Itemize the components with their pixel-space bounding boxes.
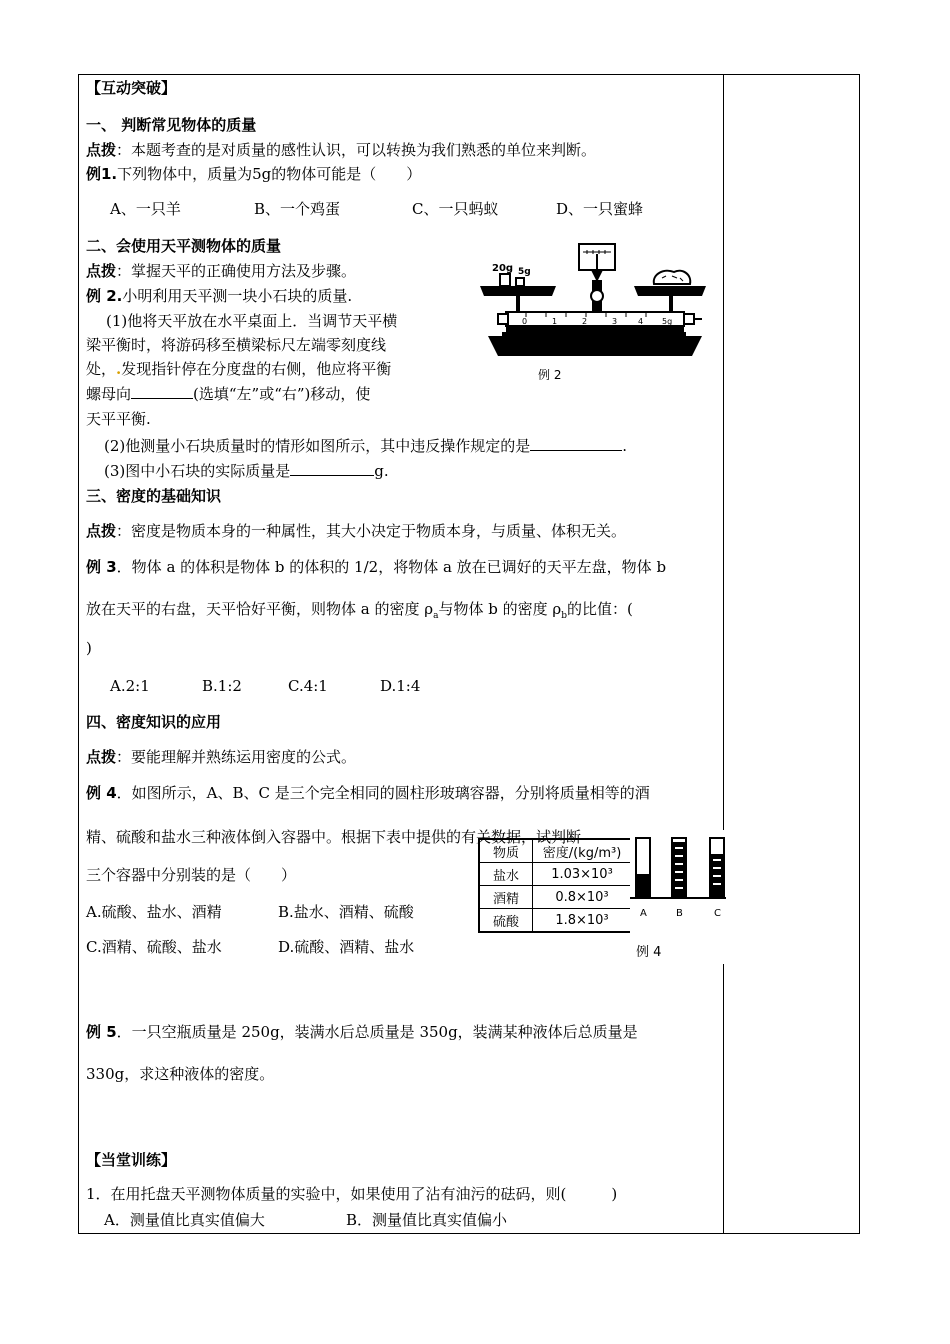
- container-label-b: B: [676, 908, 683, 919]
- table-cell: 酒精: [479, 886, 533, 909]
- table-row: [479, 863, 632, 886]
- ex4-line1: [86, 783, 650, 803]
- table-row: [479, 909, 632, 933]
- ruler-tick-4: 4: [638, 317, 644, 326]
- part3-title: 三、密度的基础知识: [86, 487, 222, 505]
- question-text: 小明利用天平测一块小石块的质量.: [122, 287, 353, 305]
- part3-tip: [86, 521, 626, 541]
- ex3-option-a: A.2:1: [110, 677, 150, 695]
- weight-label-5g: 5g: [518, 267, 531, 277]
- ex3-line2-end: 的比值：(: [566, 600, 633, 618]
- ex3-option-b: B.1:2: [202, 677, 242, 695]
- ex3-option-d: D.1:4: [380, 677, 421, 695]
- ex4-option-a: A.硫酸、盐水、酒精: [86, 903, 222, 921]
- column-header: 密度/(kg/m³): [533, 839, 633, 863]
- section-interactive-heading: 【互动突破】: [86, 79, 177, 97]
- ex4-option-b: B.盐水、酒精、硫酸: [278, 903, 414, 921]
- practice-option-a: A．测量值比真实值偏大: [104, 1211, 265, 1229]
- q1-line4-end: (选填“左”或“右”)移动，使: [193, 385, 371, 403]
- ex4-option-d: D.硫酸、酒精、盐水: [278, 938, 415, 956]
- figure-caption-ex4: 例 4: [636, 945, 662, 960]
- tip-label: 点拨: [86, 141, 117, 159]
- example-label: 例 2.: [86, 287, 123, 305]
- q1-line2: 梁平衡时，将游码移至横梁标尺左端零刻度线: [86, 336, 387, 354]
- weight-label-20g: 20g: [492, 263, 514, 274]
- ex3-line2-mid: 与物体 b 的密度 ρ: [438, 600, 562, 618]
- ex4-line2: 精、硫酸和盐水三种液体倒入容器中。根据下表中提供的有关数据，试判断: [86, 828, 582, 846]
- option-d: D、一只蜜蜂: [556, 200, 644, 218]
- q1-line3: [86, 359, 391, 379]
- ex3-line3: ): [86, 639, 92, 657]
- ex4-line1-text: ．如图所示，A、B、C 是三个完全相同的圆柱形玻璃容器，分别将质量相等的酒: [116, 784, 650, 802]
- q1-line3-start: 处，: [86, 360, 117, 378]
- example-label: 例 3: [86, 558, 117, 576]
- option-b: B、一个鸡蛋: [254, 200, 341, 218]
- containers-figure: [630, 830, 726, 964]
- ex4-option-c: C.酒精、硫酸、盐水: [86, 938, 222, 956]
- q3-text: (3)图中小石块的实际质量是: [104, 462, 291, 480]
- tip-text: ：要能理解并熟练运用密度的公式。: [116, 748, 357, 766]
- example-label: 例 5: [86, 1023, 117, 1041]
- q3-line: [104, 461, 389, 481]
- tip-label: 点拨: [86, 262, 117, 280]
- table-row: [479, 886, 632, 909]
- ex3-line2: [86, 599, 633, 626]
- container-label-a: A: [640, 908, 647, 919]
- tip-text: ：掌握天平的正确使用方法及步骤。: [116, 262, 357, 280]
- answer-blank: [530, 436, 622, 451]
- q3-end: g.: [374, 462, 389, 480]
- ex3-line1-text: ．物体 a 的体积是物体 b 的体积的 1/2，将物体 a 放在已调好的天平左盘，物体 b: [116, 558, 667, 576]
- part1-tip: [86, 140, 596, 160]
- option-a: A、一只羊: [110, 200, 181, 218]
- q1-line5: 天平平衡.: [86, 410, 151, 428]
- density-table: [478, 838, 633, 933]
- part1-question: [86, 164, 421, 184]
- q1-line1: (1)他将天平放在水平桌面上．当调节天平横: [106, 312, 398, 330]
- table-cell: 硫酸: [479, 909, 533, 933]
- rho-a-subscript: a: [433, 611, 439, 621]
- question-text: 下列物体中，质量为5g的物体可能是（ ）: [117, 165, 422, 183]
- q1-line4: [86, 384, 370, 404]
- rho-b-subscript: b: [561, 611, 567, 621]
- ruler-tick-0: 0: [522, 317, 528, 326]
- part4-title: 四、密度知识的应用: [86, 713, 222, 731]
- part2-tip: [86, 261, 356, 281]
- balance-figure: [466, 238, 722, 388]
- tip-label: 点拨: [86, 522, 117, 540]
- ex5-line1-text: ．一只空瓶质量是 250g，装满水后总质量是 350g，装满某种液体后总质量是: [116, 1023, 638, 1041]
- q2-end: .: [622, 437, 628, 455]
- table-cell: 1.8×10³: [533, 909, 633, 933]
- figure-caption-ex2: 例 2: [538, 368, 562, 382]
- answer-blank: [290, 461, 374, 476]
- answer-blank: [131, 384, 193, 399]
- q1-line3-end: 发现指针停在分度盘的右侧，他应将平衡: [121, 360, 392, 378]
- table-cell: 盐水: [479, 863, 533, 886]
- ruler-tick-5: 5g: [662, 317, 673, 326]
- section-practice-heading: 【当堂训练】: [86, 1151, 177, 1169]
- q2-text: (2)他测量小石块质量时的情形如图所示，其中违反操作规定的是: [104, 437, 531, 455]
- practice-q1: 1．在用托盘天平测物体质量的实验中，如果使用了沾有油污的砝码，则( ): [86, 1185, 618, 1203]
- q2-line: [104, 436, 627, 456]
- column-header: 物质: [479, 839, 533, 863]
- ex3-line2-start: 放在天平的右盘，天平恰好平衡，则物体 a 的密度 ρ: [86, 600, 434, 618]
- q1-line4-start: 螺母向: [86, 385, 132, 403]
- example-label: 例1.: [86, 165, 118, 183]
- table-header-row: [479, 839, 632, 863]
- table-cell: 0.8×10³: [533, 886, 633, 909]
- example-label: 例 4: [86, 784, 117, 802]
- ruler-tick-2: 2: [582, 317, 588, 326]
- container-label-c: C: [714, 908, 721, 919]
- part2-question: [86, 286, 352, 306]
- q1-dot: .: [116, 360, 122, 378]
- tip-label: 点拨: [86, 748, 117, 766]
- ex4-line3: 三个容器中分别装的是（ ）: [86, 866, 297, 884]
- ruler-tick-1: 1: [552, 317, 558, 326]
- tip-text: ：本题考查的是对质量的感性认识，可以转换为我们熟悉的单位来判断。: [116, 141, 597, 159]
- ruler-tick-3: 3: [612, 317, 618, 326]
- column-divider: [723, 74, 724, 1234]
- part2-title: 二、会使用天平测物体的质量: [86, 237, 282, 255]
- tip-text: ：密度是物质本身的一种属性，其大小决定于物质本身，与质量、体积无关。: [116, 522, 627, 540]
- ex3-line1: [86, 557, 666, 577]
- ex5-line2: 330g，求这种液体的密度。: [86, 1065, 275, 1083]
- part1-title: 一、 判断常见物体的质量: [86, 116, 257, 134]
- part4-tip: [86, 747, 356, 767]
- ex3-option-c: C.4:1: [288, 677, 328, 695]
- practice-option-b: B．测量值比真实值偏小: [346, 1211, 508, 1229]
- ex5-line1: [86, 1022, 638, 1042]
- table-cell: 1.03×10³: [533, 863, 633, 886]
- option-c: C、一只蚂蚁: [412, 200, 499, 218]
